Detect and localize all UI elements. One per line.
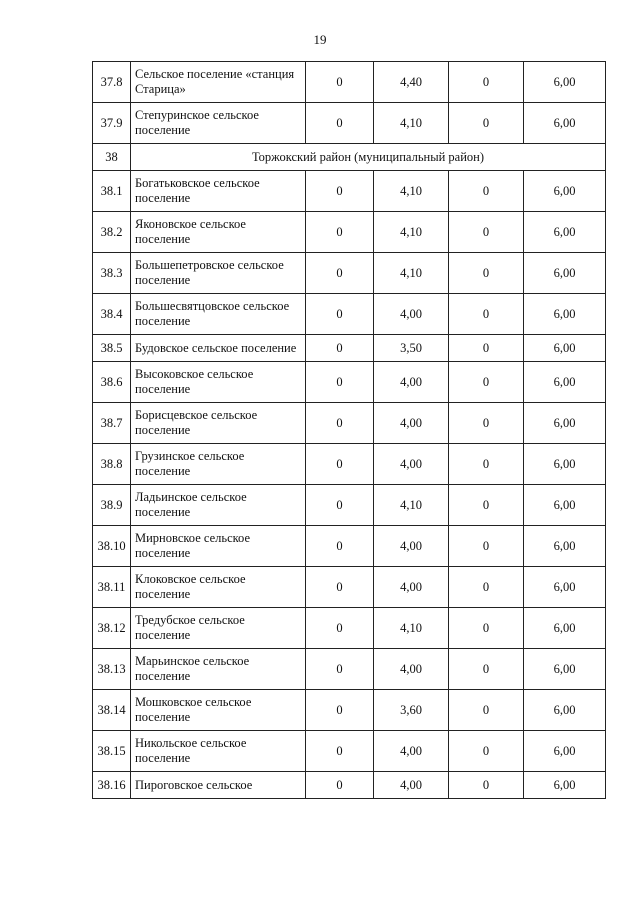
- rate-value-3: 0: [449, 444, 524, 485]
- table-row: [93, 690, 606, 731]
- row-number: 38.9: [93, 485, 131, 526]
- row-number: 38.7: [93, 403, 131, 444]
- table-row: [93, 649, 606, 690]
- page-number: 19: [313, 32, 327, 47]
- rate-value-1: 0: [306, 772, 374, 799]
- rate-value-4: 6,00: [524, 444, 606, 485]
- rate-value-2: 4,10: [374, 212, 449, 253]
- rate-value-3: 0: [449, 103, 524, 144]
- settlement-name: Будовское сельское поселение: [131, 335, 306, 362]
- rate-value-2: 4,00: [374, 526, 449, 567]
- row-number: 38.2: [93, 212, 131, 253]
- settlement-name: Пироговское сельское: [131, 772, 306, 799]
- rate-value-3: 0: [449, 649, 524, 690]
- rate-value-1: 0: [306, 103, 374, 144]
- rate-value-3: 0: [449, 212, 524, 253]
- table-row: [93, 62, 606, 103]
- rate-value-2: 4,00: [374, 403, 449, 444]
- table-row: [93, 444, 606, 485]
- rate-value-2: 3,60: [374, 690, 449, 731]
- settlement-name: Грузинское сельское поселение: [131, 444, 306, 485]
- rate-value-1: 0: [306, 362, 374, 403]
- table-body: [93, 62, 606, 799]
- table-row: [93, 171, 606, 212]
- rate-value-4: 6,00: [524, 335, 606, 362]
- table-row: [93, 485, 606, 526]
- row-number: 38.10: [93, 526, 131, 567]
- rate-value-2: 3,50: [374, 335, 449, 362]
- rate-value-1: 0: [306, 171, 374, 212]
- rate-value-3: 0: [449, 253, 524, 294]
- rate-value-1: 0: [306, 294, 374, 335]
- rate-value-1: 0: [306, 253, 374, 294]
- rate-value-3: 0: [449, 62, 524, 103]
- rate-value-4: 6,00: [524, 62, 606, 103]
- table-row: [93, 772, 606, 799]
- table-row: [93, 403, 606, 444]
- row-number: 38.12: [93, 608, 131, 649]
- rate-value-3: 0: [449, 362, 524, 403]
- settlement-name: Борисцевское сельское поселение: [131, 403, 306, 444]
- rate-value-2: 4,00: [374, 294, 449, 335]
- rate-value-1: 0: [306, 62, 374, 103]
- rate-value-4: 6,00: [524, 731, 606, 772]
- row-number: 38.6: [93, 362, 131, 403]
- row-number: 38.3: [93, 253, 131, 294]
- row-number: 38.8: [93, 444, 131, 485]
- rate-value-1: 0: [306, 444, 374, 485]
- rate-value-4: 6,00: [524, 772, 606, 799]
- rate-value-4: 6,00: [524, 649, 606, 690]
- row-number: 38.16: [93, 772, 131, 799]
- rate-value-2: 4,10: [374, 608, 449, 649]
- row-number: 38.11: [93, 567, 131, 608]
- rate-value-2: 4,00: [374, 649, 449, 690]
- settlement-name: Марьинское сельское поселение: [131, 649, 306, 690]
- rate-value-1: 0: [306, 608, 374, 649]
- settlement-name: Высоковское сельское поселение: [131, 362, 306, 403]
- row-number: 38.13: [93, 649, 131, 690]
- table-row: [93, 608, 606, 649]
- row-number: 38.15: [93, 731, 131, 772]
- row-number: 38.5: [93, 335, 131, 362]
- settlement-name: Яконовское сельское поселение: [131, 212, 306, 253]
- rate-value-3: 0: [449, 608, 524, 649]
- rate-value-3: 0: [449, 526, 524, 567]
- rate-value-1: 0: [306, 649, 374, 690]
- rate-value-4: 6,00: [524, 212, 606, 253]
- settlement-name: Мошковское сельское поселение: [131, 690, 306, 731]
- rate-value-1: 0: [306, 567, 374, 608]
- rate-value-1: 0: [306, 403, 374, 444]
- rate-value-4: 6,00: [524, 103, 606, 144]
- rate-value-3: 0: [449, 772, 524, 799]
- rate-value-4: 6,00: [524, 526, 606, 567]
- settlement-name: Большесвятцовское сельское поселение: [131, 294, 306, 335]
- rate-value-2: 4,10: [374, 253, 449, 294]
- table-row: [93, 567, 606, 608]
- table-row: [93, 526, 606, 567]
- rate-value-1: 0: [306, 485, 374, 526]
- settlement-name: Мирновское сельское поселение: [131, 526, 306, 567]
- table-row: [93, 335, 606, 362]
- rate-value-4: 6,00: [524, 171, 606, 212]
- table-row: [93, 362, 606, 403]
- rate-value-4: 6,00: [524, 253, 606, 294]
- table-row: [93, 212, 606, 253]
- district-name: Торжокский район (муниципальный район): [131, 144, 606, 171]
- settlement-name: Ладьинское сельское поселение: [131, 485, 306, 526]
- rate-value-2: 4,00: [374, 772, 449, 799]
- settlement-rates-table: [92, 61, 606, 799]
- rate-value-4: 6,00: [524, 362, 606, 403]
- district-row: [93, 144, 606, 171]
- settlement-name: Тредубское сельское поселение: [131, 608, 306, 649]
- rate-value-4: 6,00: [524, 567, 606, 608]
- rate-value-3: 0: [449, 294, 524, 335]
- rate-value-1: 0: [306, 690, 374, 731]
- table-row: [93, 103, 606, 144]
- rate-value-3: 0: [449, 171, 524, 212]
- settlement-name: Большепетровское сельское поселение: [131, 253, 306, 294]
- rate-value-4: 6,00: [524, 608, 606, 649]
- table-row: [93, 731, 606, 772]
- rate-value-4: 6,00: [524, 485, 606, 526]
- rate-value-2: 4,40: [374, 62, 449, 103]
- row-number: 38.14: [93, 690, 131, 731]
- rate-value-3: 0: [449, 567, 524, 608]
- rate-value-2: 4,00: [374, 731, 449, 772]
- rate-value-1: 0: [306, 526, 374, 567]
- rate-value-2: 4,00: [374, 362, 449, 403]
- rate-value-4: 6,00: [524, 294, 606, 335]
- rate-value-2: 4,10: [374, 103, 449, 144]
- rate-value-1: 0: [306, 731, 374, 772]
- rate-value-4: 6,00: [524, 403, 606, 444]
- rate-value-1: 0: [306, 212, 374, 253]
- rate-value-2: 4,10: [374, 485, 449, 526]
- row-number: 37.8: [93, 62, 131, 103]
- settlement-name: Клоковское сельское поселение: [131, 567, 306, 608]
- table-row: [93, 253, 606, 294]
- row-number: 38: [93, 144, 131, 171]
- rate-value-1: 0: [306, 335, 374, 362]
- row-number: 38.1: [93, 171, 131, 212]
- settlement-name: Никольское сельское поселение: [131, 731, 306, 772]
- row-number: 38.4: [93, 294, 131, 335]
- rate-value-2: 4,10: [374, 171, 449, 212]
- rate-value-3: 0: [449, 690, 524, 731]
- rate-value-3: 0: [449, 731, 524, 772]
- settlement-name: Степуринское сельское поселение: [131, 103, 306, 144]
- table-row: [93, 294, 606, 335]
- rate-value-3: 0: [449, 403, 524, 444]
- rate-value-2: 4,00: [374, 567, 449, 608]
- rate-value-3: 0: [449, 485, 524, 526]
- rate-value-4: 6,00: [524, 690, 606, 731]
- row-number: 37.9: [93, 103, 131, 144]
- settlement-name: Богатьковское сельское поселение: [131, 171, 306, 212]
- rate-value-3: 0: [449, 335, 524, 362]
- rate-value-2: 4,00: [374, 444, 449, 485]
- settlement-name: Сельское поселение «станция Старица»: [131, 62, 306, 103]
